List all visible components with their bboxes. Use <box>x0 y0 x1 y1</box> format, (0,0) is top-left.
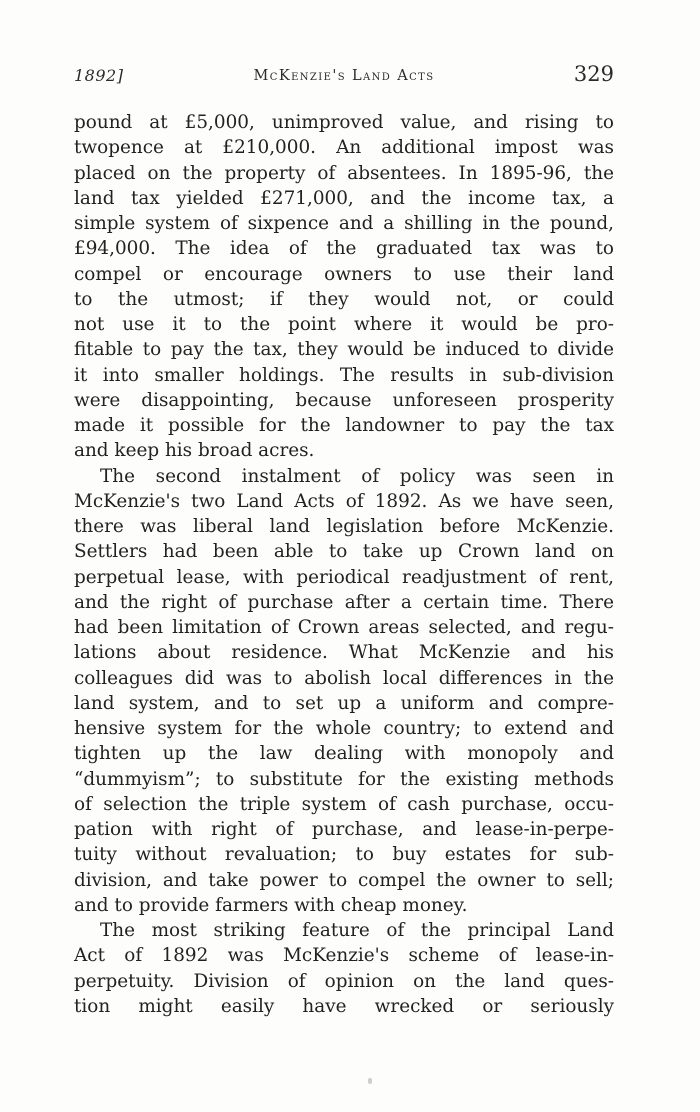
text-line: pation with right of purchase, and lease-in-perpe- <box>74 819 614 840</box>
text-line: perpetual lease, with periodical readjustment of rent, <box>74 566 614 588</box>
text-line: made it possible for the landowner to pay the tax <box>74 415 614 436</box>
text-line: perpetuity. Division of opinion on the land ques- <box>74 970 614 992</box>
text-line: The second instalment of policy was seen in <box>100 465 614 487</box>
page-number: 329 <box>573 62 614 86</box>
text-line: had been limitation of Crown areas selected, and regu- <box>74 617 614 638</box>
text-line: tuity without revaluation; to buy estates for sub- <box>74 844 614 866</box>
text-line: “dummyism”; to substitute for the existing methods <box>74 768 614 790</box>
text-line: it into smaller holdings. The results in sub-division <box>74 364 614 386</box>
scan-speck <box>368 1078 372 1084</box>
text-line: placed on the property of absentees. In 1895-96, the <box>74 162 614 184</box>
text-line: there was liberal land legislation before McKenzie. <box>74 516 614 537</box>
text-line: of selection the triple system of cash purchase, occu- <box>74 793 614 815</box>
text-line: pound at £5,000, unimproved value, and rising to <box>74 112 614 133</box>
text-line: and to provide farmers with cheap money. <box>74 894 468 916</box>
running-head-year: 1892] <box>74 66 124 85</box>
text-line: were disappointing, because unforeseen prosperity <box>74 389 614 411</box>
text-line: division, and take power to compel the owner to sell; <box>74 869 614 891</box>
text-line: land system, and to set up a uniform and compre- <box>74 692 614 714</box>
text-line: tighten up the law dealing with monopoly and <box>74 743 614 765</box>
body-text <box>74 110 614 1019</box>
text-line: land tax yielded £271,000, and the income tax, a <box>74 187 614 209</box>
text-line: simple system of sixpence and a shilling in the pound, <box>74 213 614 234</box>
text-line: Settlers had been able to take up Crown land on <box>74 541 614 563</box>
text-line: lations about residence. What McKenzie and his <box>74 642 614 664</box>
text-line: hensive system for the whole country; to extend and <box>74 718 614 739</box>
text-line: twopence at £210,000. An additional impost was <box>74 137 614 159</box>
running-head-title: McKenzie's Land Acts <box>253 68 435 84</box>
text-line: £94,000. The idea of the graduated tax was to <box>74 238 614 260</box>
text-line: tion might easily have wrecked or seriously <box>74 995 614 1017</box>
running-head <box>74 62 614 92</box>
text-line: colleagues did was to abolish local differences in the <box>74 667 614 689</box>
text-line: The most striking feature of the principal Land <box>100 920 614 941</box>
text-line: to the utmost; if they would not, or could <box>74 288 614 310</box>
text-line: McKenzie's two Land Acts of 1892. As we have seen, <box>74 490 614 512</box>
text-line: and the right of purchase after a certain time. There <box>74 591 614 613</box>
text-line: not use it to the point where it would be pro- <box>74 314 614 335</box>
text-line: compel or encourage owners to use their land <box>74 263 614 285</box>
text-line: and keep his broad acres. <box>74 440 315 462</box>
text-line: fitable to pay the tax, they would be induced to divide <box>74 339 614 361</box>
text-line: Act of 1892 was McKenzie's scheme of lease-in- <box>74 945 614 967</box>
